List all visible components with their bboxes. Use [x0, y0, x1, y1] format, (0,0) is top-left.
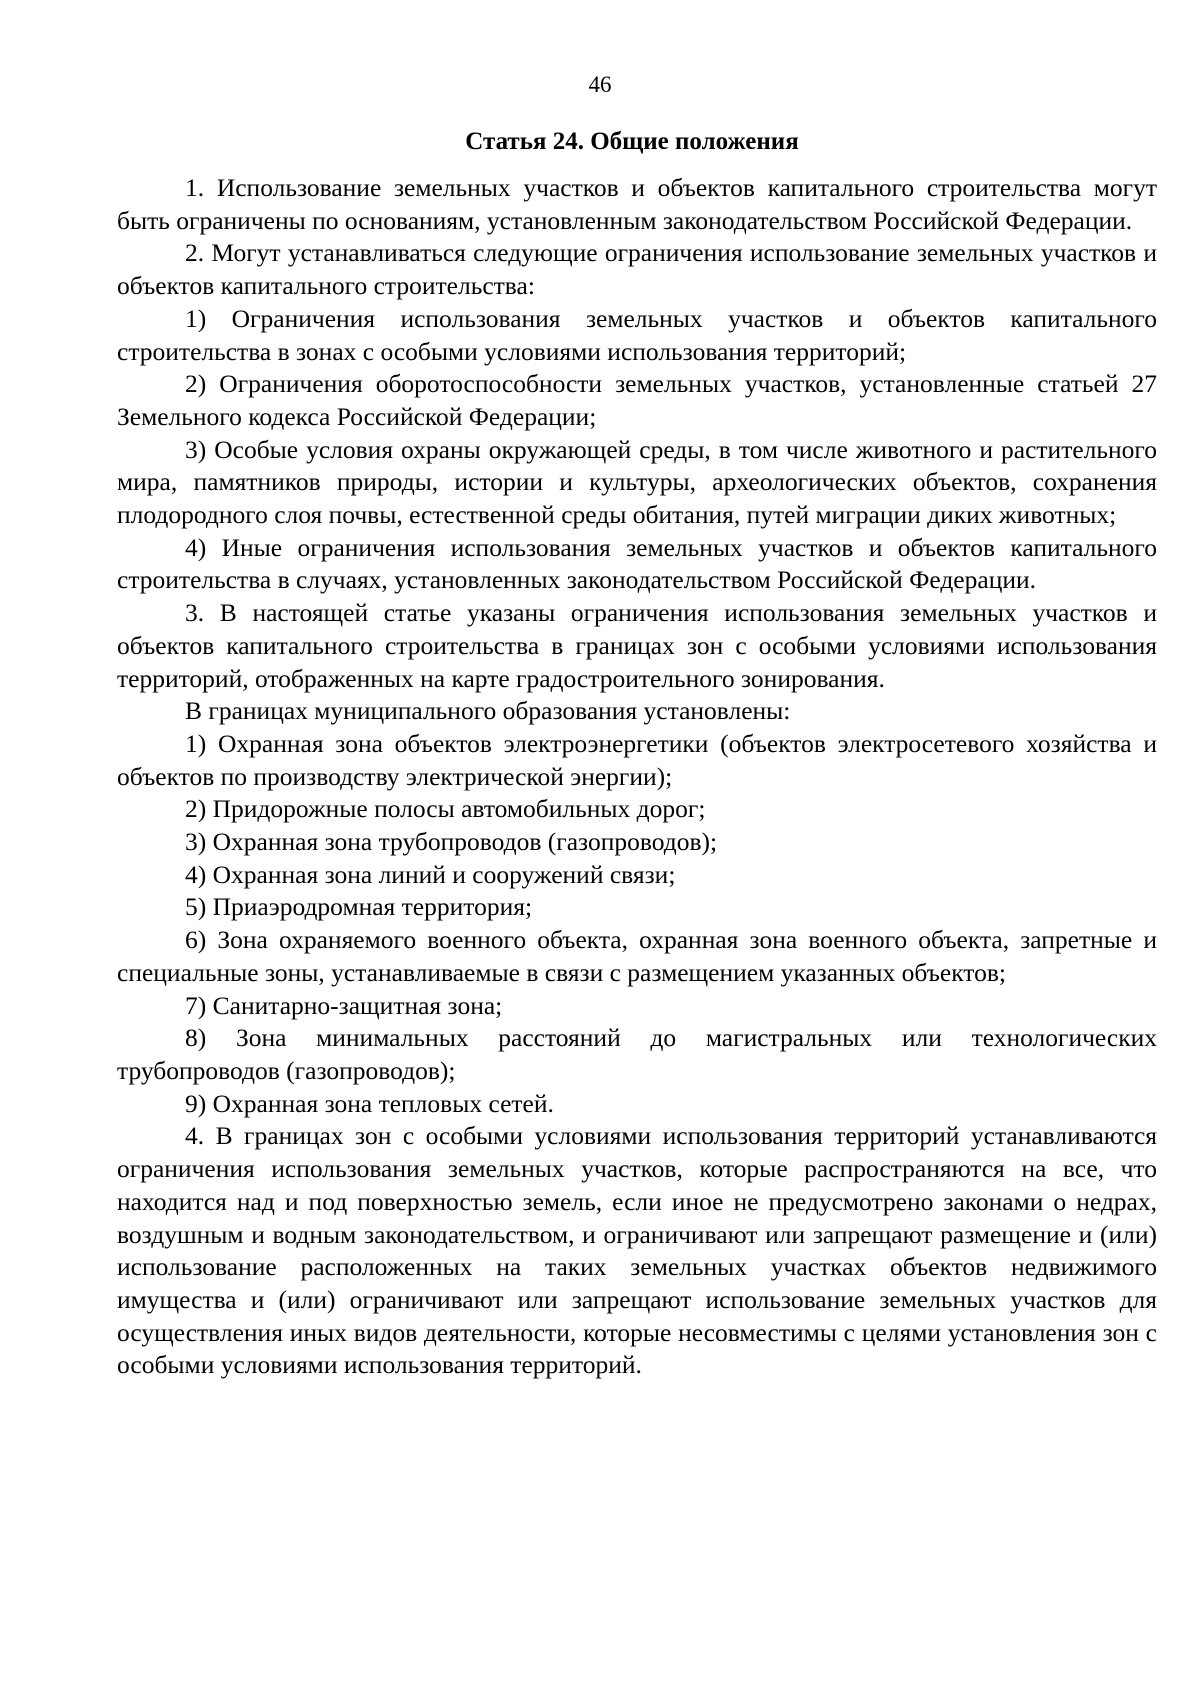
- article-title: Статья 24. Общие положения: [465, 128, 799, 155]
- zone-item-4: 4) Охранная зона линий и сооружений связи;: [185, 859, 676, 889]
- zone-item-1: 1) Охранная зона объектов электроэнергетики (объектов электросетевого хозяйства и объектов по производству электрической энергии);: [117, 728, 1157, 791]
- zone-item-6: 6) Зона охраняемого военного объекта, охранная зона военного объекта, запретные и специальные зоны, устанавливаемые в связи с размещением указанных объектов;: [117, 925, 1157, 987]
- article-body: [117, 172, 1157, 1382]
- paragraph-4: 4. В границах зон с особыми условиями использования территорий устанавливаются ограничения использования земельных участков, которые распространяются на все, что находится над и под поверхностью земель, если иное не предусмотрено законами о недрах, воздушным и водным законодательством, и ограничивают или запрещают размещение и (или) использование расположенных на таких земельных участках объектов недвижимого имущества и (или) ограничивают или запрещают использование земельных участков для осуществления иных видов деятельности, которые несовместимы с целями установления зон с особыми условиями использования территорий.: [117, 1121, 1157, 1380]
- paragraph-2-item-2: 2) Ограничения оборотоспособности земельных участков, установленные статьей 27 Земельного кодекса Российской Федерации;: [117, 369, 1157, 431]
- paragraph-2-item-1: 1) Ограничения использования земельных участков и объектов капитального строительства в зонах с особыми условиями использования территорий;: [117, 303, 1157, 366]
- zone-item-3: 3) Охранная зона трубопроводов (газопроводов);: [185, 827, 718, 857]
- paragraph-1: 1. Использование земельных участков и объектов капитального строительства могут быть ограничены по основаниям, установленным законодательством Российской Федерации.: [117, 173, 1157, 235]
- zones-intro: В границах муниципального образования установлены:: [185, 696, 791, 726]
- zone-item-7: 7) Санитарно-защитная зона;: [185, 990, 503, 1020]
- zone-item-2: 2) Придорожные полосы автомобильных дорог;: [185, 794, 706, 824]
- zone-item-5: 5) Приаэродромная территория;: [185, 892, 533, 922]
- zone-item-8: 8) Зона минимальных расстояний до магистральных или технологических трубопроводов (газопроводов);: [117, 1023, 1157, 1085]
- paragraph-2-item-4: 4) Иные ограничения использования земельных участков и объектов капитального строительства в случаях, установленных законодательством Российской Федерации.: [117, 532, 1157, 595]
- zone-item-9: 9) Охранная зона тепловых сетей.: [185, 1088, 554, 1118]
- paragraph-2-item-3: 3) Особые условия охраны окружающей среды, в том числе животного и растительного мира, памятников природы, истории и культуры, археологических объектов, сохранения плодородного слоя почвы, естественной среды обитания, путей миграции диких животных;: [117, 434, 1157, 530]
- paragraph-3: 3. В настоящей статье указаны ограничения использования земельных участков и объектов капитального строительства в границах зон с особыми условиями использования территорий, отображенных на карте градостроительного зонирования.: [117, 598, 1157, 693]
- page-number: 46: [588, 72, 612, 97]
- paragraph-2: 2. Могут устанавливаться следующие ограничения использование земельных участков и объектов капитального строительства:: [117, 238, 1157, 301]
